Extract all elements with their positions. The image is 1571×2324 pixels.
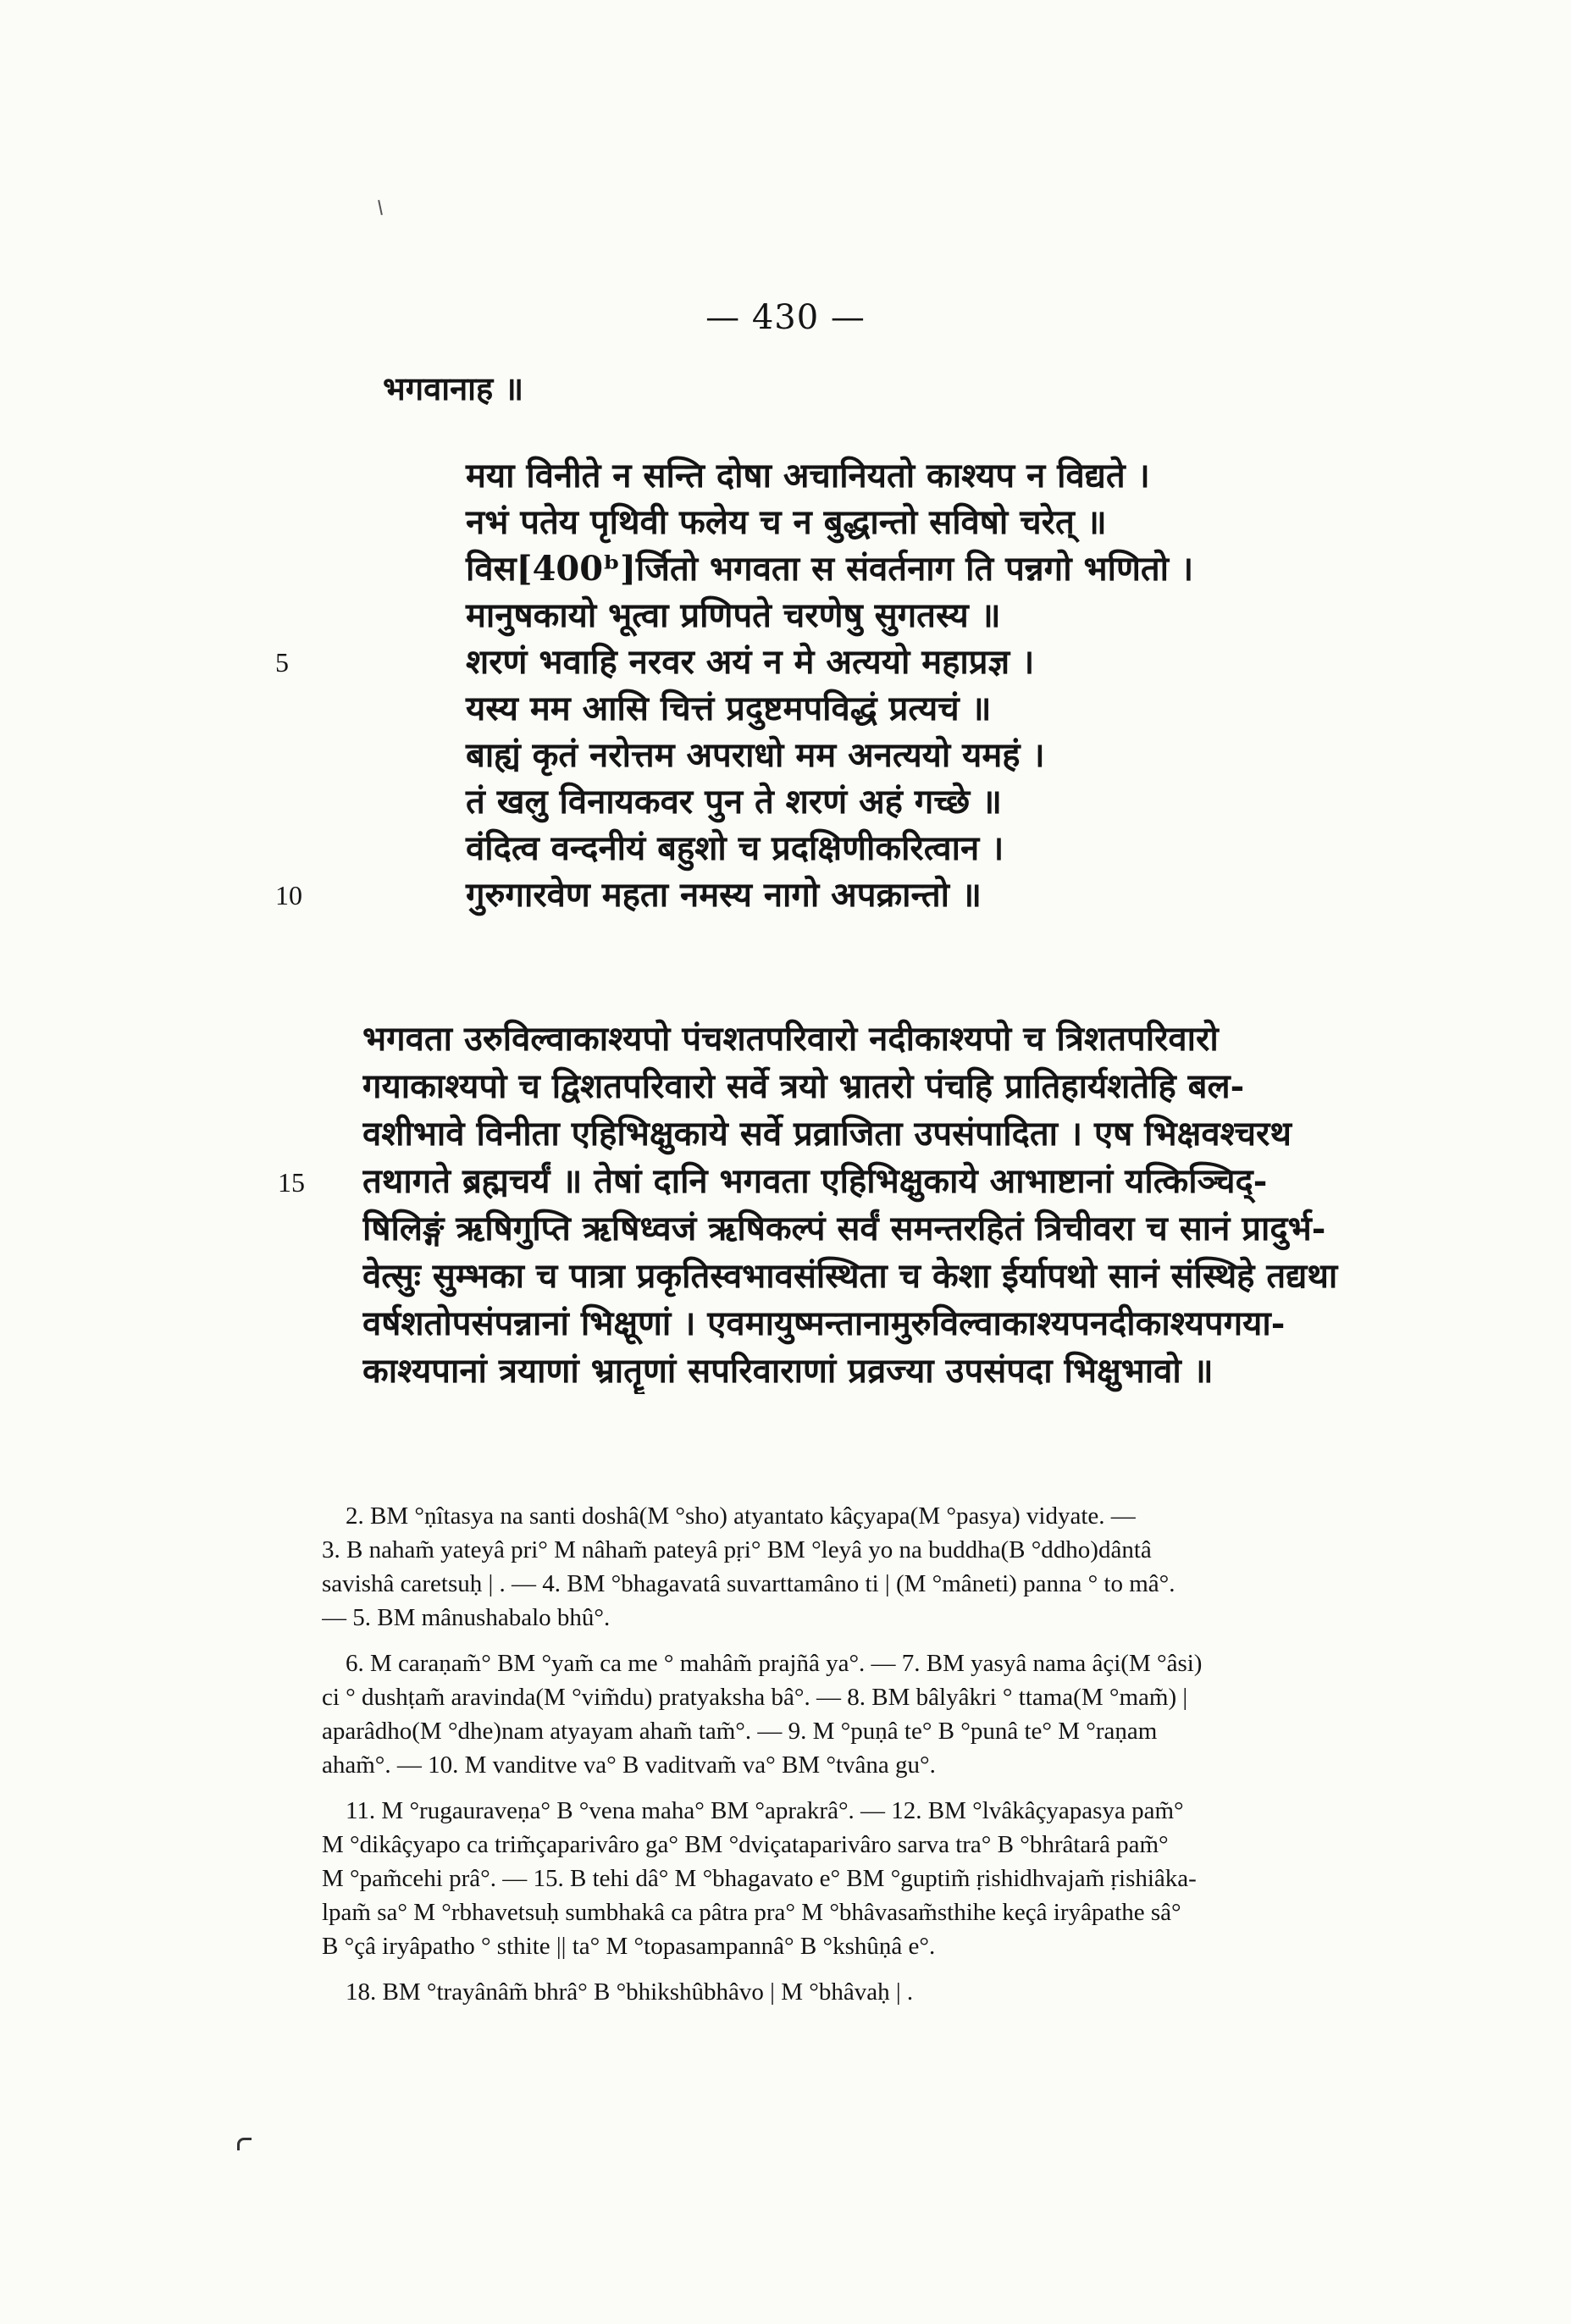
prose-line: षिलिङ्गं ऋषिगुप्ति ऋषिध्वजं ऋषिकल्पं सर्वं समन्तरहितं त्रिचीवरा च सानं प्रादुर्भ-	[362, 1209, 1326, 1248]
footnotes	[322, 1499, 1457, 2021]
prose-line: वशीभावे विनीता एहिभिक्षुकाये सर्वे प्रव्राजिता उपसंपादिता । एष भिक्षवश्चरथ	[362, 1114, 1292, 1154]
verse-line: तं खलु विनायकवर पुन ते शरणं अहं गच्छे ॥	[466, 782, 1002, 822]
footnote-line: 11. M °rugauraveṇa° B °vena maha° BM °aprakrâ°. — 12. BM °lvâkâçyapasya pam̃°	[346, 1797, 1184, 1824]
prose-line: गयाकाश्यपो च द्विशतपरिवारो सर्वे त्रयो भ्रातरो पंचहि प्रातिहार्यशतेहि बल-	[362, 1066, 1245, 1106]
verse-line: बाह्यं कृतं नरोत्तम अपराधो मम अनत्ययो यमहं ।	[466, 735, 1045, 775]
prose-line: वेत्सुः सुम्भका च पात्रा प्रकृतिस्वभावसंस्थिता च केशा ईर्यापथो सानं संस्थिहे तद्यथा	[362, 1256, 1338, 1296]
verse-line: गुरुगारवेण महता नमस्य नागो अपक्रान्तो ॥	[466, 875, 982, 915]
footnote-line: M °pam̃cehi prâ°. — 15. B tehi dâ° M °bhagavato e° BM °guptim̃ ṛishidhvajam̃ ṛishiâka-	[322, 1865, 1197, 1892]
footnote-line: aham̃°. — 10. M vanditve va° B vaditvam̃ va° BM °tvâna gu°.	[322, 1751, 936, 1779]
footnote-paragraph	[322, 1794, 1457, 1963]
prose-line: तथागते ब्रह्मचर्यं ॥ तेषां दानि भगवता एहिभिक्षुकाये आभाष्टानां यत्किञ्चिद्-	[362, 1161, 1268, 1201]
verse-line: वंदित्व वन्दनीयं बहुशो च प्रदक्षिणीकरित्वान ।	[466, 828, 1004, 868]
page-number: — 430 —	[705, 298, 866, 337]
footnote-line: 3. B naham̃ yateyâ pri° M nâham̃ pateyâ pṛi° BM °leyâ yo na buddha(B °ddho)dântâ	[322, 1536, 1152, 1563]
speaker-heading: भगवानाह ॥	[383, 369, 524, 407]
verse-line: शरणं भवाहि नरवर अयं न मे अत्ययो महाप्रज्ञ ।	[466, 642, 1035, 682]
prose-line: वर्षशतोपसंपन्नानां भिक्षूणां । एवमायुष्मन्तानामुरुविल्वाकाश्यपनदीकाश्यपगया-	[362, 1303, 1286, 1343]
verse-line: मानुषकायो भूत्वा प्रणिपते चरणेषु सुगतस्य ॥	[466, 595, 1001, 635]
footnote-paragraph	[322, 1975, 1457, 2009]
footnote-line: 18. BM °trayânâm̃ bhrâ° B °bhikshûbhâvo | M °bhâvaḥ | .	[346, 1978, 914, 2006]
verse-line: यस्य मम आसि चित्तं प्रदुष्टमपविद्धं प्रत्यचं ॥	[466, 689, 992, 728]
footnote-paragraph	[322, 1646, 1457, 1782]
footnote-line: ci ° dushṭam̃ aravinda(M °vim̃du) pratyaksha bâ°. — 8. BM bâlyâkri ° ttama(M °mam̃) |	[322, 1684, 1188, 1711]
prose-line: काश्यपानां त्रयाणां भ्रातॄणां सपरिवाराणां प्रव्रज्या उपसंपदा भिक्षुभावो ॥	[362, 1351, 1214, 1391]
footnote-line: 2. BM °ṇîtasya na santi doshâ(M °sho) atyantato kâçyapa(M °pasya) vidyate. —	[346, 1502, 1136, 1530]
footnote-line: savishâ caretsuḥ | . — 4. BM °bhagavatâ suvarttamâno ti | (M °mâneti) panna ° to mâ°.	[322, 1570, 1175, 1597]
stray-mark	[237, 2138, 252, 2150]
line-number: 15	[278, 1167, 305, 1198]
footnote-line: aparâdho(M °dhe)nam atyayam aham̃ tam̃°. — 9. M °puṇâ te° B °punâ te° M °raṇam	[322, 1718, 1158, 1745]
line-number: 5	[275, 647, 289, 678]
footnote-paragraph	[322, 1499, 1457, 1635]
footnote-line: B °çâ iryâpatho ° sthite || ta° M °topasampannâ° B °kshûṇâ e°.	[322, 1933, 936, 1960]
stray-mark	[378, 200, 383, 215]
verse-line: मया विनीते न सन्ति दोषा अचानियतो काश्यप न विद्यते ।	[466, 456, 1150, 495]
line-number: 10	[275, 880, 302, 910]
footnote-line: lpam̃ sa° M °rbhavetsuḥ sumbhakâ ca pâtra pra° M °bhâvasam̃sthihe keçâ iryâpathe sâ°	[322, 1899, 1181, 1926]
verse-line: नभं पतेय पृथिवी फलेय च न बुद्धान्तो सविषो चरेत् ॥	[466, 502, 1107, 542]
verse-line: विस[400ᵇ]र्जितो भगवता स संवर्तनाग ति पन्नगो भणितो ।	[466, 549, 1194, 589]
prose-line: भगवता उरुविल्वाकाश्यपो पंचशतपरिवारो नदीकाश्यपो च त्रिशतपरिवारो	[362, 1019, 1219, 1059]
footnote-line: 6. M caraṇam̃° BM °yam̃ ca me ° mahâm̃ prajñâ ya°. — 7. BM yasyâ nama âçi(M °âsi)	[346, 1650, 1203, 1677]
footnote-line: M °dikâçyapo ca trim̃çaparivâro ga° BM °dviçataparivâro sarva tra° B °bhrâtarâ pam̃°	[322, 1831, 1169, 1858]
footnote-line: — 5. BM mânushabalo bhû°.	[322, 1604, 611, 1631]
